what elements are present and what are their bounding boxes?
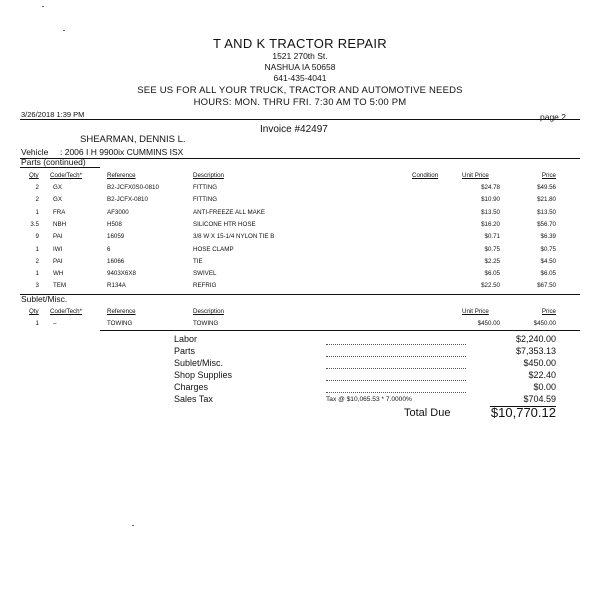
cell-qty: 2 xyxy=(35,184,39,191)
cell-ref: H508 xyxy=(107,220,122,228)
col-cond-header: Condition xyxy=(412,172,439,179)
cell-ref: 16059 xyxy=(107,233,125,241)
cell-price: $0.75 xyxy=(540,245,556,253)
cell-ref: R134A xyxy=(107,282,126,290)
parts-amount: $7,353.13 xyxy=(515,346,556,356)
header-rule xyxy=(20,119,580,120)
cell-ref: TOWING xyxy=(107,320,133,327)
cell-code: PAI xyxy=(53,257,63,265)
cell-desc: 3/8 W X 15-1/4 NYLON TIE B xyxy=(193,233,275,241)
labor-leader xyxy=(326,344,466,345)
cell-qty: 1 xyxy=(35,208,39,216)
col-unit-header: Unit Price xyxy=(462,172,489,179)
col-qty-header: Qty xyxy=(29,172,39,179)
shop-city: NASHUA IA 50658 xyxy=(264,62,336,72)
vehicle-rule xyxy=(20,158,580,159)
shop-supplies-leader xyxy=(326,380,466,381)
cell-unit: $2.25 xyxy=(484,257,500,265)
parts-section-title: Parts (continued) xyxy=(21,157,86,167)
charges-leader xyxy=(326,392,466,393)
cell-unit: $6.05 xyxy=(484,270,500,278)
col-desc-header: Description xyxy=(193,172,224,179)
total-due-label: Total Due xyxy=(404,407,451,419)
cell-price: $6.05 xyxy=(540,270,556,278)
cell-code: GX xyxy=(53,196,62,204)
page-number: page 2 xyxy=(540,112,566,122)
cell-unit: $0.75 xyxy=(484,245,500,253)
cell-ref: AF3000 xyxy=(107,208,129,216)
sublet-unit-header: Unit Price xyxy=(462,308,489,315)
shop-supplies-amount: $22.40 xyxy=(528,370,556,380)
sublet-section-title: Sublet/Misc. xyxy=(21,294,68,304)
shop-supplies-label: Shop Supplies xyxy=(174,370,233,380)
scan-speck xyxy=(42,6,44,7)
cell-unit: $450.00 xyxy=(477,320,500,327)
cell-unit: $16.20 xyxy=(481,220,500,228)
invoice-number: Invoice #42497 xyxy=(260,124,328,135)
cell-unit: $10.90 xyxy=(481,196,500,204)
parts-leader xyxy=(326,356,466,357)
cell-price: $56.70 xyxy=(537,220,556,228)
cell-ref: 9403X6X8 xyxy=(107,270,136,278)
vehicle-label: Vehicle xyxy=(21,147,49,157)
cell-desc: FITTING xyxy=(193,196,218,204)
cell-unit: $13.50 xyxy=(481,208,500,216)
charges-amount: $0.00 xyxy=(533,382,556,392)
invoice-datetime: 3/26/2018 1:39 PM xyxy=(21,110,85,119)
cell-code: PAI xyxy=(53,233,63,241)
shop-tagline: SEE US FOR ALL YOUR TRUCK, TRACTOR AND AUTOMOTIVE NEEDS xyxy=(137,85,463,96)
cell-ref: B2-JCFX-0810 xyxy=(107,196,148,204)
cell-code: FRA xyxy=(53,208,66,216)
cell-ref: 6 xyxy=(107,245,111,253)
sublet-rule xyxy=(20,294,580,295)
cell-code: TEM xyxy=(53,282,67,290)
sublet-leader xyxy=(326,368,466,369)
cell-desc: HOSE CLAMP xyxy=(193,245,234,253)
cell-desc: FITTING xyxy=(193,184,218,191)
cell-price: $13.50 xyxy=(537,208,556,216)
charges-label: Charges xyxy=(174,382,209,392)
cell-desc: ANTI-FREEZE ALL MAKE xyxy=(193,208,265,216)
cell-price: $6.39 xyxy=(540,233,556,241)
cell-price: $4.50 xyxy=(540,257,556,265)
scan-speck xyxy=(63,30,65,31)
col-code-header: Code/Tech* xyxy=(50,172,82,179)
sales-tax-label: Sales Tax xyxy=(174,394,213,404)
col-ref-header: Reference xyxy=(107,172,136,179)
cell-qty: 1 xyxy=(35,270,39,278)
cell-unit: $22.50 xyxy=(481,282,500,290)
total-due-amount: $10,770.12 xyxy=(490,405,556,420)
cell-desc: SWIVEL xyxy=(193,270,217,278)
cell-desc: REFRIG xyxy=(193,282,217,290)
cell-qty: 2 xyxy=(35,257,39,265)
cell-ref: 16066 xyxy=(107,257,125,265)
vehicle-info: : 2006 I H 9900ix CUMMINS ISX xyxy=(60,147,184,157)
sublet-desc-header: Description xyxy=(193,308,224,315)
cell-price: $49.56 xyxy=(537,184,556,191)
sublet-ref-header: Reference xyxy=(107,308,136,315)
cell-unit: $24.78 xyxy=(481,184,500,191)
sublet-end-rule xyxy=(100,330,580,331)
sales-tax-detail: Tax @ $10,065.53 * 7.0000% xyxy=(326,396,412,403)
cell-desc: TOWING xyxy=(193,320,219,327)
cell-ref: B2-JCFX0S0-0810 xyxy=(107,184,159,191)
shop-name: T AND K TRACTOR REPAIR xyxy=(213,36,387,51)
cell-desc: TIE xyxy=(193,257,203,265)
sublet-label: Sublet/Misc. xyxy=(174,358,224,368)
parts-title-rule xyxy=(20,167,100,168)
cell-qty: 1 xyxy=(35,320,39,327)
col-price-header: Price xyxy=(541,172,556,179)
sales-tax-amount: $704.59 xyxy=(523,394,556,404)
cell-unit: $0.71 xyxy=(484,233,500,241)
scan-speck xyxy=(132,525,134,526)
shop-phone: 641-435-4041 xyxy=(273,73,327,83)
labor-amount: $2,240.00 xyxy=(515,334,556,344)
customer-name: SHEARMAN, DENNIS L. xyxy=(80,134,186,145)
cell-price: $67.50 xyxy=(537,282,556,290)
sublet-qty-header: Qty xyxy=(29,308,39,315)
cell-desc: SILICONE HTR HOSE xyxy=(193,220,256,228)
cell-qty: 9 xyxy=(35,233,39,241)
shop-hours: HOURS: MON. THRU FRI. 7:30 AM TO 5:00 PM xyxy=(193,97,407,108)
cell-qty: 2 xyxy=(35,196,39,204)
cell-qty: 3.5 xyxy=(30,220,39,228)
cell-code: IWI xyxy=(53,245,63,253)
cell-qty: 3 xyxy=(35,282,39,290)
cell-code: GX xyxy=(53,184,62,191)
cell-qty: 1 xyxy=(35,245,39,253)
cell-price: $450.00 xyxy=(533,320,556,327)
sublet-code-header: Code/Tech* xyxy=(50,308,82,315)
sublet-price-header: Price xyxy=(541,308,556,315)
cell-code: WH xyxy=(53,270,64,278)
cell-code: NBH xyxy=(53,220,67,228)
cell-price: $21.80 xyxy=(537,196,556,204)
shop-address: 1521 270th St. xyxy=(272,51,328,61)
cell-code: – xyxy=(53,320,57,327)
parts-label: Parts xyxy=(174,346,196,356)
sublet-amount: $450.00 xyxy=(523,358,556,368)
labor-label: Labor xyxy=(174,334,198,344)
